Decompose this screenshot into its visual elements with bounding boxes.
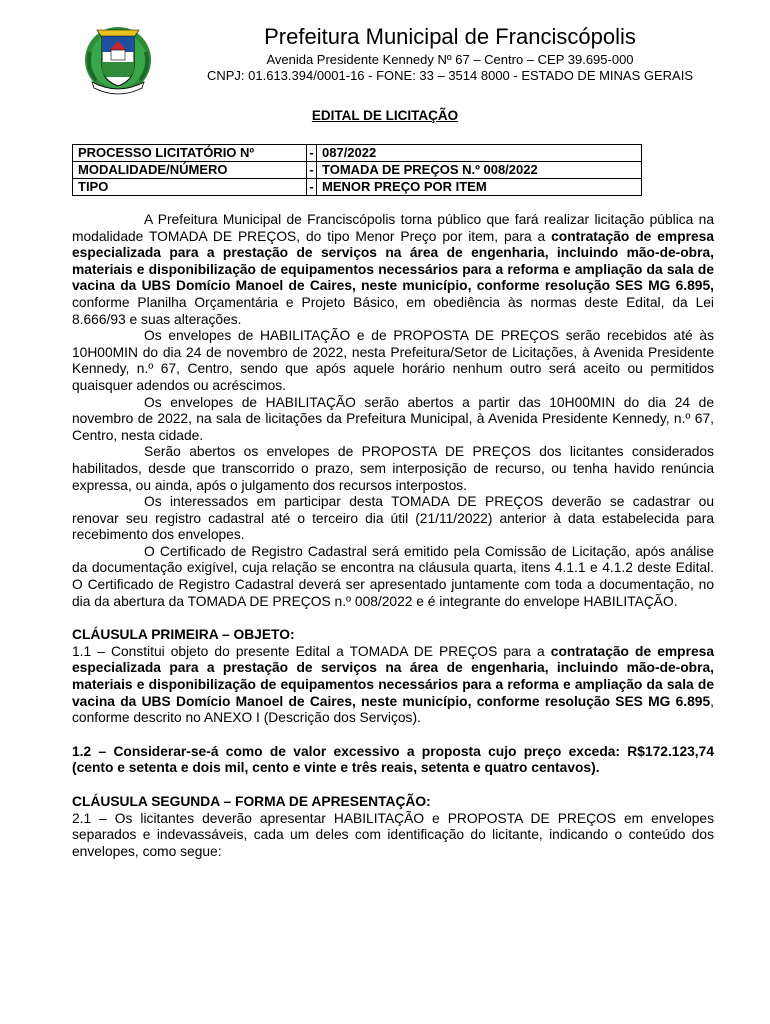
- process-info-table: [72, 144, 642, 196]
- info-label: MODALIDADE/NÚMERO: [73, 162, 307, 179]
- paragraph-bold-text: contratação de empresa especializada para a prestação de serviços na área de engenharia, incluindo mão-de-obra, materiais e disponibilização de equipamentos necessários para a reforma e ampliação da sala de vacina da UBS Domício Manoel de Caires, neste município, conforme resolução SES MG 6.895,: [72, 228, 715, 294]
- certificate-paragraph: O Certificado de Registro Cadastral será emitido pela Comissão de Licitação, após análise da documentação exigível, cuja relação se encontra na cláusula quarta, itens 4.1.1 e 4.1.2 deste Edital. O Certificado de Registro Cadastral deverá ser apresentado juntamente com toda a documentação, no dia da abertura da TOMADA DE PREÇOS n.º 008/2022 e é integrante do envelope HABILITAÇÃO.: [72, 543, 714, 609]
- info-label: TIPO: [73, 179, 307, 196]
- clause-text: , conforme descrito no ANEXO I (Descrição dos Serviços).: [72, 693, 714, 726]
- info-separator: -: [307, 162, 317, 179]
- paragraph-text: A Prefeitura Municipal de Franciscópolis torna público que fará realizar licitação pública na modalidade TOMADA DE PREÇOS, do tipo Menor Preço por item, para a: [72, 212, 714, 244]
- info-value: MENOR PREÇO POR ITEM: [317, 179, 642, 196]
- clause-two-heading: CLÁUSULA SEGUNDA – FORMA DE APRESENTAÇÃO:: [72, 794, 431, 809]
- table-row: [73, 179, 642, 196]
- clause-bold-text: Considerar-se-á como de valor excessivo a proposta cujo preço exceda: R$172.123,74 (cento e setenta e dois mil, cento e vinte e três reais, setenta e quatro centavos).: [72, 743, 714, 776]
- clause-one-heading: CLÁUSULA PRIMEIRA – OBJETO:: [72, 627, 295, 643]
- document-body: [72, 212, 714, 860]
- paragraph-text: conforme Planilha Orçamentária e Projeto Básico, em obediência às normas deste Edital, da Lei 8.666/93 e suas alterações.: [72, 294, 714, 327]
- info-value: 087/2022: [317, 145, 642, 162]
- table-row: [73, 145, 642, 162]
- info-label: PROCESSO LICITATÓRIO Nº: [73, 145, 307, 162]
- registration-paragraph: Os interessados em participar desta TOMADA DE PREÇOS deverão se cadastrar ou renovar seu registro cadastral até o terceiro dia útil (21/11/2022) anterior à data estabelecida para recebimento dos envelopes.: [72, 494, 714, 543]
- clause-bold-text: contratação de empresa especializada para a prestação de serviços na área de engenharia, incluindo mão-de-obra, materiais e disponibilização de equipamentos necessários para a reforma e ampliação da sala de vacina da UBS Domício Manoel de Caires, neste município, conforme resolução SES MG 6.895: [72, 643, 714, 709]
- envelopes-receipt-paragraph: Os envelopes de HABILITAÇÃO e de PROPOSTA DE PREÇOS serão recebidos até às 10H00MIN do dia 24 de novembro de 2022, nesta Prefeitura/Setor de Licitações, à Avenida Presidente Kennedy, n.º 67, Centro, sendo que após aquele horário nenhum outro será aceito ou permitidos quaisquer adendos ou acréscimos.: [72, 328, 714, 393]
- clause-text: 1.1 – Constitui objeto do presente Edital a TOMADA DE PREÇOS para a: [72, 643, 551, 659]
- habilitation-opening-paragraph: Os envelopes de HABILITAÇÃO serão abertos a partir das 10H00MIN do dia 24 de novembro de 2022, na sala de licitações da Prefeitura Municipal, à Avenida Presidente Kennedy, n.º 67, Centro, nesta cidade.: [72, 394, 714, 443]
- municipality-name: Prefeitura Municipal de Franciscópolis: [264, 24, 636, 49]
- intro-paragraph: [72, 212, 714, 328]
- clause-bold-text: 1.2 –: [72, 743, 114, 759]
- clause-item-1-2: [72, 744, 714, 777]
- info-separator: -: [307, 145, 317, 162]
- clause-item-2-1: 2.1 – Os licitantes deverão apresentar HABILITAÇÃO e PROPOSTA DE PREÇOS em envelopes separados e indevassáveis, cada um deles com identificação do licitante, indicando o conteúdo dos envelopes, como segue:: [72, 810, 714, 859]
- info-separator: -: [307, 179, 317, 196]
- header-address: Avenida Presidente Kennedy Nº 67 – Centro – CEP 39.695-000: [266, 52, 634, 67]
- clause-item-1-1: [72, 644, 714, 727]
- table-row: [73, 162, 642, 179]
- municipal-crest-icon: [80, 22, 156, 98]
- header-cnpj: CNPJ: 01.613.394/0001-16 - FONE: 33 – 3514 8000 - ESTADO DE MINAS GERAIS: [206, 68, 694, 83]
- info-value: TOMADA DE PREÇOS N.º 008/2022: [317, 162, 642, 179]
- document-title: EDITAL DE LICITAÇÃO: [311, 108, 459, 123]
- proposal-opening-paragraph: Serão abertos os envelopes de PROPOSTA DE PREÇOS dos licitantes considerados habilitados, desde que transcorrido o prazo, sem interposição de recurso, ou tenha havido renúncia expressa, ou ainda, após o julgamento dos recursos interpostos.: [72, 444, 714, 493]
